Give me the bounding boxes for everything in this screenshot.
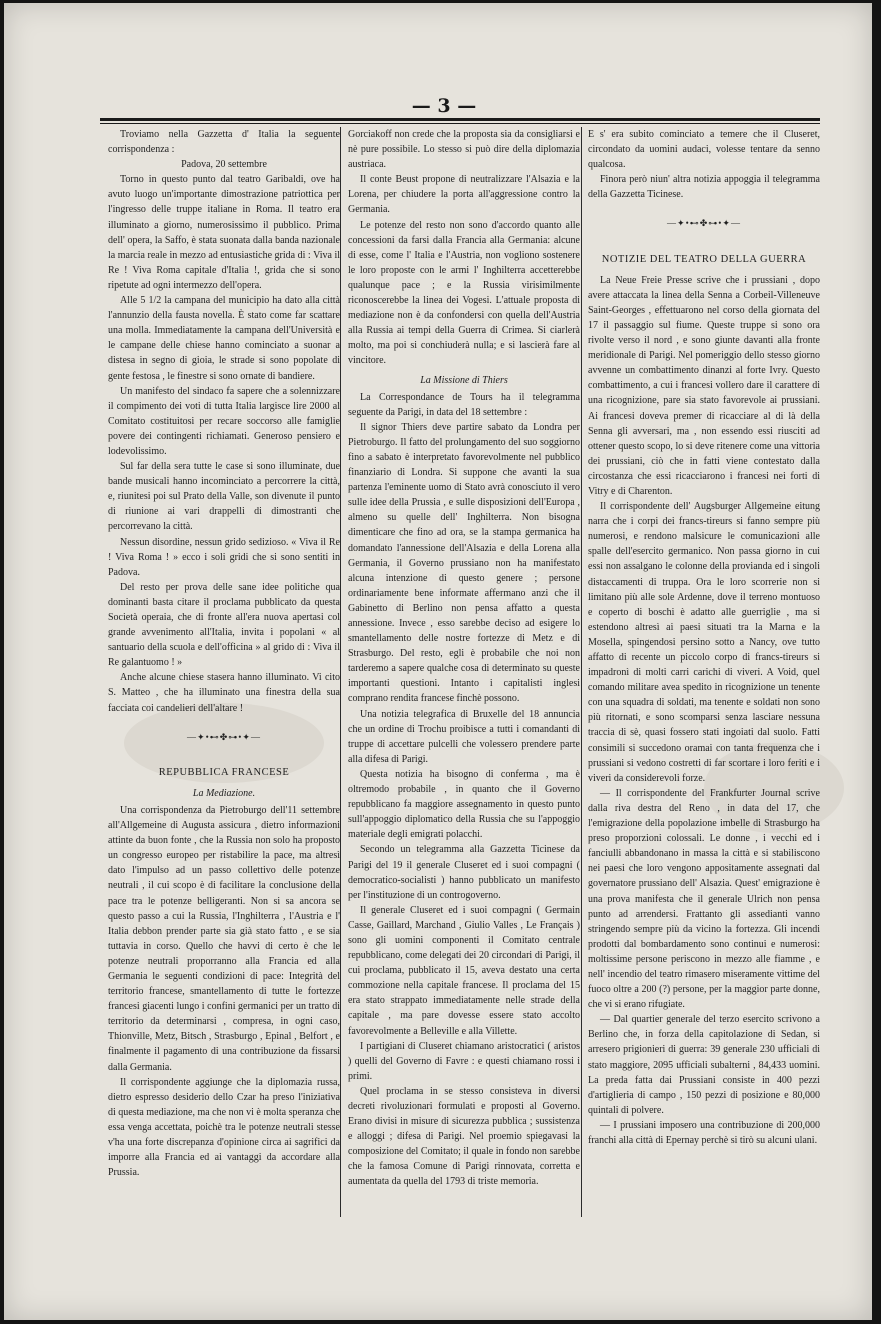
article-subhead: La Missione di Thiers [420, 374, 508, 386]
paragraph: Torno in questo punto dal teatro Garibaldi, ove ha avuto luogo un'importante dimostrazione patriottica per l'ingresso delle truppe italiane in Roma. Il teatro era illuminato a giorno, numerosissimo il pubblico. Prima dell' opera, la Saffo, è stata suonata dalla banda nazionale la marcia reale in mezzo ad entusiastiche grida di : Viva il Re ! Viva Roma capitale d'Italia !, grida che si sono ripetute ad ogni intermezzo dell'opera. [108, 174, 340, 291]
newspaper-page [4, 3, 872, 1320]
paragraph: Un manifesto del sindaco fa sapere che a solennizzare il compimento dei voti di tutta Italia largisce lire 2000 al Comitato costituitosi per recare soccorso alle famiglie povere dei contingenti richiamati. Generoso pensiero e lodevolissimo. [108, 385, 340, 457]
column-1 [108, 127, 340, 1197]
paragraph: Alle 5 1/2 la campana del municipio ha dato alla città l'annunzio della fausta novella. È stato come far scattare una molla. Immediatamente la campana dell'Università e le campane delle chiese hanno cominciato a suonar a distesa in segno di gioia, le strade si sono popolate di gente festosa , le finestre si sono ornate di bandiere. [108, 295, 340, 382]
paragraph: Questa notizia ha bisogno di conferma , ma è oltremodo probabile , in quanto che il Governo repubblicano fa maggiore assegnamento in questo punto sull'appoggio diplomatico della Russia che su l'appoggio materiale degli emigrati polacchi. [348, 768, 580, 841]
column-divider-1 [340, 127, 341, 1217]
paragraph: Il signor Thiers deve partire sabato da Londra per Pietroburgo. Il fatto del prolungamento del suo soggiorno fino a sabato è interpretato favorevolmente nel pubblico finanziario di Londra. Si suppone che avanti la sua partenza l'eminente uomo di Stato avrà conosciuto il vero sulle idee della Prussia , e sulle disposizioni dell'Europa , almeno su quelle dell' Inghilterra. Non bisogna dimenticare che fino ad ora, se la stampa germanica ha domandato l'annessione dell'Alsazia e della Lorena alla Germania, il Governo prussiano non ha manifestato alcuna intenzione di questo genere ; persone ordinariamente bene informate affermano anzi che il Gabinetto di Berlino non pensa affatto a questa annessione. Invece , esso sarebbe deciso ad esigere lo smantellamento delle nostre fortezze di Metz e di Strasburgo. Del resto, egli è probabile che noi non tarderemo a sapere qualche cosa di determinato su queste importanti questioni. Intanto i capitalisti inglesi comprano rendita francese finchè possono. [348, 421, 580, 705]
paragraph: Il generale Cluseret ed i suoi compagni ( Germain Casse, Gaillard, Marchand , Giulio Valles , Le Français ) sono gli uomini componenti il Comitato centrale repubblicano, come delegati dei 20 circondari di Parigi, il cui proclama, pubblicato il 15, aveva destato una certa commozione nella capitale francese. Il proclama del 15 era stato strappato immediatamente nelle strade della capitale , ma pare dovesse essere stato accolto favorevolmente a Belleville e alla Villette. [348, 904, 580, 1037]
paragraph: Finora però niun' altra notizia appoggia il telegramma della Gazzetta Ticinese. [588, 174, 820, 201]
paragraph: Una corrispondenza da Pietroburgo dell'11 settembre all'Allgemeine di Augusta assicura , dietro informazioni attinte da buon fonte , che la Russia non solo ha proposto un congresso europeo per ristabilire la pace, ma altresì dato l'impulso ad un passo collettivo delle potenze neutrali , il cui scopo è di facilitare la conclusione della pace tra le potenze belligeranti. Non si sa ancora se questo passo a cui la Russia, l'Inghilterra , l'Austria e l' Italia debbon prender parte sia già stato fatto , e se sia tuttavia in corso. Quello che havvi di certo è che le potenze neutrali proporranno alla Francia ed alla Germania le seguenti condizioni di pace: Integrità del territorio francese, smantellamento di tutte le fortezze francesi giacenti lungo i confini germanici per un tratto di territorio da determinarsi , compresa, in ogni caso, Thionville, Metz, Bitsch , Strasburgo , Epinal , Belfort , e finalmente il pagamento di una contribuzione da fissarsi dalla Germania. [108, 804, 340, 1073]
paragraph: Il corrispondente dell' Augsburger Allgemeine eitung narra che i corpi dei francs-tireurs si fanno sempre più numerosi, e rendono malsicure le comunicazioni alle spalle dell'esercito germanico. Non passa giorno in cui essi non assalgano le colonne della provianda ed i singoli distaccamenti di truppa. Ora le loro scorrerie non si limitano più alle sole Ardenne, dove il terreno montuoso e coperto di boschi è adatto alle guerriglie , ma si estendono altresì ai paesi situati tra la Marna e la Mosella, spingendosi persino sotto a Nancy, ove tutto affatto di recente un piccolo corpo di francs-tireurs si impadronì di molti carri carichi di viveri. A Void, quel comando militare avea spedito in ricognizione un tenente con una squadra di soldati, ma tenente e soldati non sono più ritornati, e sono scomparsi senza lasciare nessuna traccia di sè, quasi fossero stati ingoiati dal suolo. Fatti consimili si succedono oramai con tanta frequenza che i prussiani si vedono costretti di far scortare i loro feriti e i viveri da considerevoli forze. [588, 501, 820, 784]
section-heading: REPUBBLICA FRANCESE [158, 766, 290, 778]
paragraph: Secondo un telegramma alla Gazzetta Ticinese da Parigi del 19 il generale Cluseret ed i suoi compagni ( democratico-socialisti ) hanno pubblicato un manifesto per l'instituzione di un controgoverno. [348, 844, 580, 901]
paragraph: E s' era subito cominciato a temere che il Cluseret, circondato da uomini audaci, volesse tentare da senno qualcosa. [588, 129, 820, 171]
column-divider-2 [581, 127, 582, 1217]
paragraph: La Correspondance de Tours ha il telegramma seguente da Parigi, in data del 18 settembre : [348, 391, 580, 418]
article-subhead: La Mediazione. [192, 787, 256, 799]
paragraph: Il conte Beust propone di neutralizzare l'Alsazia e la Lorena, per chiudere la porta all'aggressione contro la Germania. [348, 174, 580, 216]
column-3 [588, 127, 820, 1197]
paragraph: Nessun disordine, nessun grido sedizioso. « Viva il Re ! Viva Roma ! » ecco i soli gridi che si sono sentiti in Padova. [108, 536, 340, 578]
paragraph: Quel proclama in se stesso consisteva in diversi decreti rivoluzionari formulati e proposti al Governo. Erano divisi in misure di sicurezza pubblica ; sussistenza e alloggi ; difesa di Parigi. Nel proemio spiegavasi la composizione del Comitato; il quale in fondo non sarebbe che la famosa Comune di Parigi rinnovata, corretta e aumentata da quella del 1793 di triste memoria. [348, 1085, 580, 1188]
paragraph: — Il corrispondente del Frankfurter Journal scrive dalla riva destra del Reno , in data del 17, che l'emigrazione della popolazione imbelle di Strasburgo ha preso proporzioni colossali. Le donne , i vecchi ed i fanciulli abbandonano in massa la città e si stabiliscono nei paesi che loro vengono appositamente assegnati dal governatore prussiano dell' Alsazia. Quest' emigrazione è una prova manifesta che il generale Ulrich non pensa punto ad arrendersi. Frattanto gli assedianti vanno stringendo sempre più da vicino la fortezza. Gli incendi prodotti dal bombardamento sono continui e numerosi: moltissime persone periscono in mezzo alle fiamme , e nell' incendio del teatro rimasero miseramente vittime del fuoco oltre a 200 (?) persone, per la maggior parte donne, che vi si erano rifugiate. [588, 787, 820, 1011]
paragraph: Del resto per prova delle sane idee politiche qua dominanti basta citare il proclama pubblicato da questa Società operaia, che di fronte all'era nuova apertasi col grande avvenimento all'Italia, invita i popolani « al santuario della scuola e dell'officina » al grido di : Viva il Re galantuomo ! » [108, 581, 340, 669]
article-intro: Troviamo nella Gazzetta d' Italia la seguente corrispondenza : [108, 129, 340, 156]
paragraph: Anche alcune chiese stasera hanno illuminato. Vi cito S. Matteo , che ha illuminato una finestra della sua facciata coi candelieri dell'altare ! [108, 672, 340, 714]
ornament-divider: —✦•⊷✤⊶•✦— [667, 218, 741, 229]
paragraph: Le potenze del resto non sono d'accordo quanto alle concessioni da farsi dalla Francia alla Germania: alcune di esse, come l' Italia e l'Austria, non vogliono sostenere le loro proposte con le armi l' Inghilterra accetterebbe qualunque pace ; e la Russia virisimilmente riconoscerebbe la linea dei Vogesi. L'attuale proposta di mediazione non è da confondersi con quella dell'Austria alla Russia ai tempi della Guerra di Crimea. Si ciarlerà molto, ma poi si conchiuderà nulla; e si lascierà fare al vincitore. [348, 219, 580, 367]
paragraph: Sul far della sera tutte le case si sono illuminate, due bande musicali hanno incominciato a percorrere la città, e, riunitesi poi sul Prato della Valle, son divenute il punto di riunione ai vari drappelli di dimostranti che percorrevano la città. [108, 461, 340, 533]
paragraph: I partigiani di Cluseret chiamano aristocratici ( aristos ) quelli del Governo di Favre : e questi chiamano rossi i primi. [348, 1040, 580, 1082]
column-2 [348, 127, 580, 1197]
ornament-divider: —✦•⊷✤⊶•✦— [187, 731, 261, 742]
page-number: — 3 — [411, 95, 477, 117]
paragraph: — I prussiani imposero una contribuzione di 200,000 franchi alla città di Epernay perchè si tirò su alcuni ulani. [588, 1119, 820, 1146]
paragraph: Gorciakoff non crede che la proposta sia da consigliarsi e nè pure possibile. Lo stesso si può dire della diplomazia austriaca. [348, 129, 580, 171]
paragraph: La Neue Freie Presse scrive che i prussiani , dopo avere attaccata la linea della Senna a Corbeil-Villeneuve Saint-Georges , effettuarono nel corso della giornata del 17 il passaggio sul fiume. Queste truppe si sono ora rivolte verso il nord , e sono giunte davanti alla fronte meridionale di Parigi. Nel pomeriggio dello stesso giorno avvenne un combattimento dinanzi al forte Ivry. Questo combattimento, a cui i francesi vollero dare il carattere di una ricognizione, pare sia stato favorevole ai prussiani. Ai francesi doveva premer di ricacciare al di là della Senna gli avversari, ma , non essendo essi riusciti ad ottener questo scopo, lo si deve ritenere come una vittoria dei prussiani, ciò che in fatti viene contestato dalla circostanza che essi ricacciarono i francesi nei forti di Vitry e di Charenton. [588, 274, 820, 497]
header-rule-thick [100, 118, 820, 121]
header-rule-thin [100, 123, 820, 124]
paragraph: Una notizia telegrafica di Bruxelle del 18 annuncia che un ordine di Trochu proibisce a tutti i comandanti di truppe di accettare pulcelli che volessero prendere parte alla difesa di Parigi. [348, 708, 580, 765]
section-heading: NOTIZIE DEL TEATRO DELLA GUERRA [601, 253, 807, 265]
paragraph: Il corrispondente aggiunge che la diplomazia russa, dietro espresso desiderio dello Czar ha preso l'iniziativa di questa mediazione, ma che non vi è molta speranza che essa venga accettata, poichè tra le potenze neutrali stesse v'ha una forte discrepanza d'opinione circa ai sagrifici da imporre alla Francia ed ai vantaggi da accordare alla Prussia. [108, 1076, 340, 1179]
paragraph: — Dal quartier generale del terzo esercito scrivono a Berlino che, in forza della capitolazione di Sedan, si arresero prigionieri di guerra: 39 generale 230 ufficiali di stato maggiore, 2095 ufficiali subalterni , 84,433 uomini. La preda fatta dai Prussiani consiste in 400 pezzi d'artiglieria di campo , 150 pezzi di posizione e 80,000 quintali di polvere. [588, 1014, 820, 1116]
dateline: Padova, 20 settembre [181, 159, 267, 171]
